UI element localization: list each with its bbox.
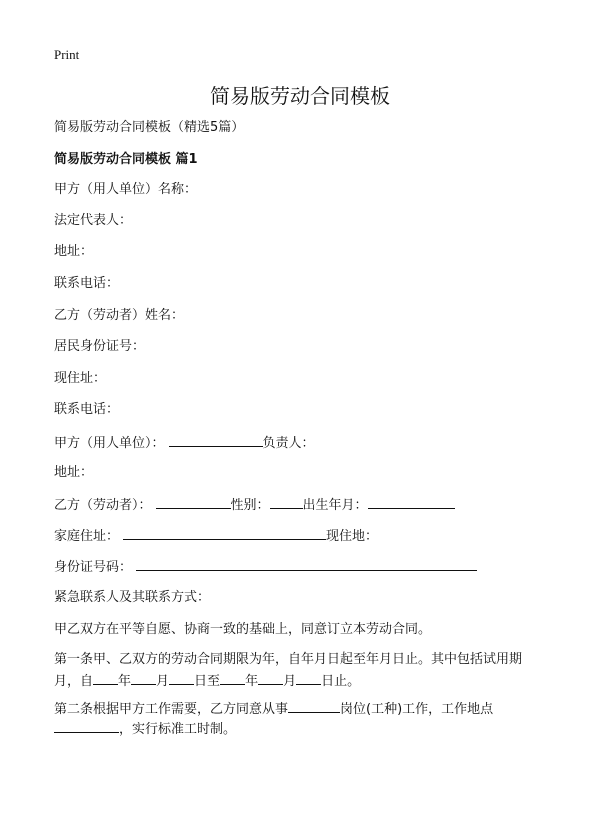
employer-blank: [169, 432, 263, 447]
field-current-address: 现住址：: [54, 371, 107, 386]
employer-label: 甲方（用人单位）：: [54, 436, 165, 451]
page-title: 简易版劳动合同模板: [210, 84, 390, 108]
responsible-label: 负责人：: [262, 436, 315, 451]
text: ，实行标准工时制。: [119, 722, 237, 737]
blank: [93, 670, 118, 685]
clause-second-line1: [54, 698, 493, 720]
home-line: [54, 525, 378, 547]
field-phone-2: 联系电话：: [54, 402, 120, 417]
text: 月: [156, 674, 170, 689]
current-label: 现住地：: [326, 529, 379, 544]
home-label: 家庭住址：: [54, 529, 120, 544]
text: 日止。: [321, 674, 361, 689]
clause-intro: 甲乙双方在平等自愿、协商一致的基础上，同意订立本劳动合同。: [54, 622, 432, 637]
blank: [220, 670, 245, 685]
text: 日至: [194, 674, 221, 689]
field-id-number: 居民身份证号：: [54, 339, 146, 354]
worker-label: 乙方（劳动者）：: [54, 498, 152, 513]
field-worker-name: 乙方（劳动者）姓名：: [54, 308, 185, 323]
clause-second-line2: [54, 718, 236, 740]
text: 年: [245, 674, 259, 689]
gender-blank: [270, 494, 303, 509]
subtitle: 简易版劳动合同模板（精选5篇）: [54, 120, 245, 135]
birth-blank: [368, 494, 455, 509]
blank: [131, 670, 156, 685]
text: 月: [283, 674, 297, 689]
id-blank: [136, 556, 477, 571]
blank: [169, 670, 194, 685]
worker-line: [54, 494, 455, 516]
field-employer-name: 甲方（用人单位）名称：: [54, 182, 198, 197]
clause-first-line2: [54, 670, 360, 692]
print-link[interactable]: Print: [54, 47, 80, 62]
clause-first-line1: 第一条甲、乙双方的劳动合同期限为年，自年月日起至年月日止。其中包括试用期: [54, 652, 523, 667]
text: 月，自: [54, 674, 94, 689]
id-line: [54, 556, 477, 578]
birth-label: 出生年月：: [302, 498, 368, 513]
field-address: 地址：: [54, 244, 94, 259]
blank: [296, 670, 321, 685]
blank: [258, 670, 283, 685]
text: 第二条根据甲方工作需要，乙方同意从事: [54, 702, 289, 717]
section-heading: 简易版劳动合同模板 篇1: [54, 152, 198, 167]
field-legal-rep: 法定代表人：: [54, 213, 133, 228]
position-blank: [288, 698, 340, 713]
id-label: 身份证号码：: [54, 560, 133, 575]
emergency-line: 紧急联系人及其联系方式：: [54, 590, 211, 605]
text: 年: [118, 674, 132, 689]
location-blank: [54, 718, 119, 733]
address-line: 地址：: [54, 465, 94, 480]
home-blank: [123, 525, 326, 540]
text: 岗位(工种)工作，工作地点: [340, 702, 494, 717]
worker-blank: [156, 494, 231, 509]
gender-label: 性别：: [230, 498, 270, 513]
employer-line: [54, 432, 315, 454]
field-phone: 联系电话：: [54, 276, 120, 291]
